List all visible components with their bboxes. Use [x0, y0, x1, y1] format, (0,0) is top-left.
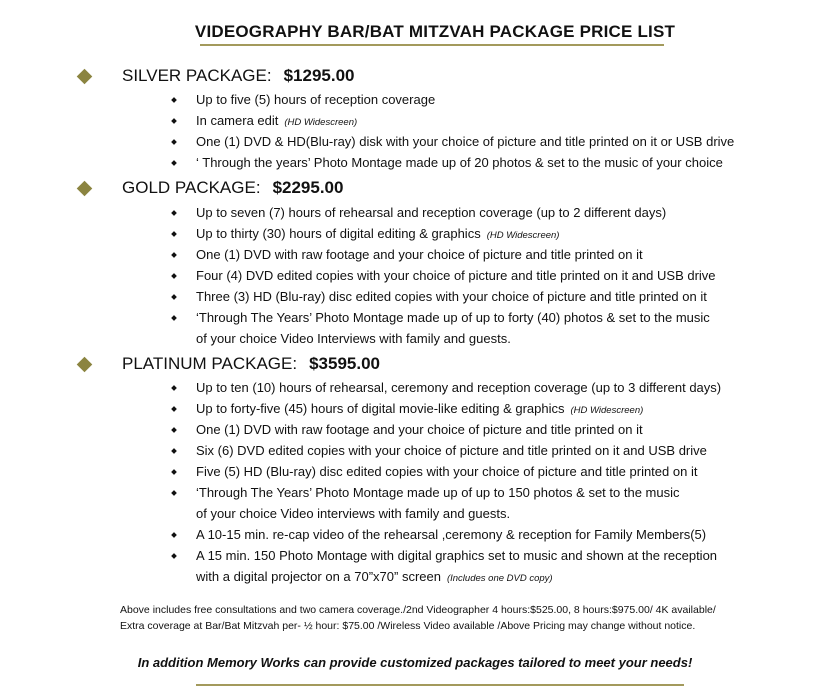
item-note: (HD Widescreen)	[570, 405, 644, 416]
page-title: VIDEOGRAPHY BAR/BAT MITZVAH PACKAGE PRICE LIST	[194, 22, 676, 41]
package-name-text: SILVER PACKAGE:	[122, 66, 272, 85]
diamond-bullet-icon	[77, 181, 93, 197]
bullet-icon	[171, 553, 177, 559]
item-text: One (1) DVD with raw footage and your choice of picture and title printed on it	[196, 247, 643, 262]
item-text: Five (5) HD (Blu-ray) disc edited copies with your choice of picture and title printed on it	[196, 464, 698, 479]
package-price: $3595.00	[309, 354, 380, 373]
item-text: Up to thirty (30) hours of digital editing & graphics	[196, 226, 481, 241]
item-text: One (1) DVD with raw footage and your choice of picture and title printed on it	[196, 422, 643, 437]
fine-print-line: Extra coverage at Bar/Bat Mitzvah per- ½ hour: $75.00 /Wireless Video available /Above Pricing may change without notice.	[120, 620, 696, 632]
package-name	[122, 66, 355, 86]
item-note: (HD Widescreen)	[486, 230, 560, 241]
item-text: with a digital projector on a 70”x70” screen	[196, 569, 441, 584]
item-text: Up to ten (10) hours of rehearsal, ceremony and reception coverage (up to 3 different days)	[196, 380, 722, 395]
item-text: Up to seven (7) hours of rehearsal and reception coverage (up to 2 different days)	[196, 205, 667, 220]
bullet-icon	[171, 231, 177, 237]
list-item-continuation	[196, 569, 553, 587]
tagline: In addition Memory Works can provide customized packages tailored to meet your needs!	[137, 655, 693, 670]
item-note: (HD Widescreen)	[284, 117, 358, 128]
item-note: (Includes one DVD copy)	[446, 573, 553, 584]
bullet-icon	[171, 252, 177, 258]
package-name	[122, 354, 380, 374]
bottom-rule	[196, 684, 684, 686]
bullet-icon	[171, 210, 177, 216]
bullet-icon	[171, 160, 177, 166]
item-text: Four (4) DVD edited copies with your choice of picture and title printed on it and USB drive	[196, 268, 716, 283]
diamond-bullet-icon	[77, 69, 93, 85]
fine-print-line: Above includes free consultations and two camera coverage./2nd Videographer 4 hours:$525.00, 8 hours:$975.00/ 4K available/	[120, 604, 716, 616]
bullet-icon	[171, 385, 177, 391]
package-name-text: GOLD PACKAGE:	[122, 178, 261, 197]
list-item-continuation: of your choice Video interviews with family and guests.	[196, 506, 511, 521]
bullet-icon	[171, 315, 177, 321]
diamond-bullet-icon	[77, 357, 93, 373]
bullet-icon	[171, 532, 177, 538]
package-price: $2295.00	[272, 178, 344, 197]
item-text: Up to five (5) hours of reception coverage	[196, 92, 436, 107]
item-text: In camera edit	[196, 113, 279, 128]
bullet-icon	[171, 490, 177, 496]
bullet-icon	[171, 469, 177, 475]
item-text: One (1) DVD & HD(Blu-ray) disk with your choice of picture and title printed on it or USB drive	[196, 134, 735, 149]
bullet-icon	[171, 294, 177, 300]
bullet-icon	[171, 139, 177, 145]
item-text: Three (3) HD (Blu-ray) disc edited copies with your choice of picture and title printed on it	[196, 289, 707, 304]
item-text: A 15 min. 150 Photo Montage with digital graphics set to music and shown at the reception	[196, 548, 718, 563]
bullet-icon	[171, 406, 177, 412]
title-underline	[200, 44, 664, 46]
bullet-icon	[171, 118, 177, 124]
item-text: Up to forty-five (45) hours of digital movie-like editing & graphics	[196, 401, 565, 416]
item-text: ‘Through The Years’ Photo Montage made up of up to 150 photos & set to the music	[196, 485, 680, 500]
bullet-icon	[171, 448, 177, 454]
package-name	[122, 178, 343, 198]
item-text: A 10-15 min. re-cap video of the rehearsal ,ceremony & reception for Family Members(5)	[196, 527, 707, 542]
list-item-continuation: of your choice Video Interviews with family and guests.	[196, 331, 511, 346]
item-text: ‘Through The Years’ Photo Montage made up of up to forty (40) photos & set to the music	[196, 310, 710, 325]
item-text: ‘ Through the years’ Photo Montage made up of 20 photos & set to the music of your choice	[196, 155, 723, 170]
bullet-icon	[171, 273, 177, 279]
package-price: $1295.00	[283, 66, 355, 85]
bullet-icon	[171, 97, 177, 103]
bullet-icon	[171, 427, 177, 433]
item-text: Six (6) DVD edited copies with your choice of picture and title printed on it and USB drive	[196, 443, 707, 458]
package-name-text: PLATINUM PACKAGE:	[122, 354, 298, 373]
